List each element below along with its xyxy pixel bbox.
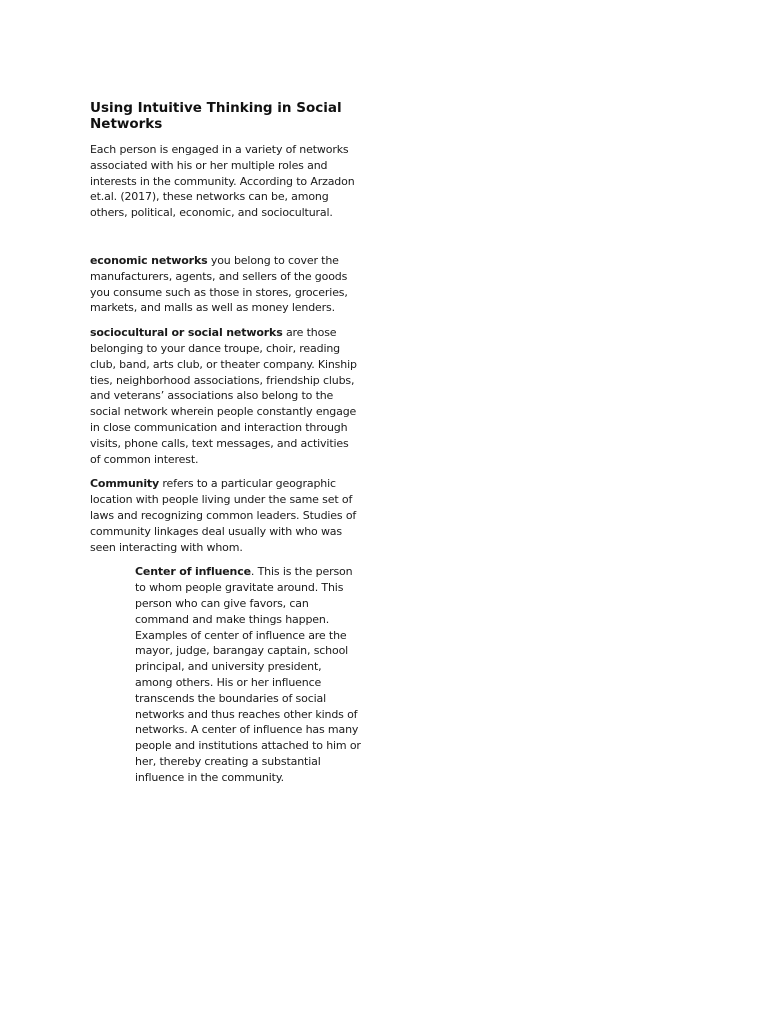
economic-networks-term: economic networks — [90, 253, 208, 267]
sociocultural-networks-term: sociocultural or social networks — [90, 326, 283, 340]
intro-paragraph: Each person is engaged in a variety of networks associated with his or her multiple roles and interests in the community. According to Arzadon et.al. (2017), these networks can be, among others, political, economic, and sociocultural. — [90, 143, 355, 220]
community-text: refers to a particular geographic location with people living under the same set of laws and recognizing common leaders. Studies of community linkages deal usually with who was seen interacting with whom. — [90, 477, 357, 554]
economic-networks-paragraph — [90, 253, 362, 316]
community-term: Community — [90, 477, 160, 491]
document-content — [90, 100, 362, 794]
document-title: Using Intuitive Thinking in Social Networks — [90, 100, 342, 132]
sociocultural-networks-paragraph — [90, 325, 362, 467]
sociocultural-networks-text: are those belonging to your dance troupe, choir, reading club, band, arts club, or theater company. Kinship ties, neighborhood associations, friendship clubs, and veterans’ associations also belong to the social network wherein people constantly engage in close communication and interaction through visits, phone calls, text messages, and activities of common interest. — [90, 326, 357, 466]
economic-networks-text: you belong to cover the manufacturers, agents, and sellers of the goods you consume such as those in stores, groceries, markets, and malls as well as money lenders. — [90, 253, 348, 315]
center-of-influence-paragraph — [135, 564, 361, 785]
community-paragraph — [90, 476, 362, 555]
center-of-influence-text: . This is the person to whom people gravitate around. This person who can give favors, can command and make things happen. Examples of center of influence are the mayor, judge, barangay captain, school principal, and university president, among others. His or her influence transcends the boundaries of social networks and thus reaches other kinds of networks. A center of influence has many people and institutions attached to him or her, thereby creating a substantial influence in the community. — [135, 565, 361, 784]
center-of-influence-term: Center of influence — [135, 565, 251, 579]
